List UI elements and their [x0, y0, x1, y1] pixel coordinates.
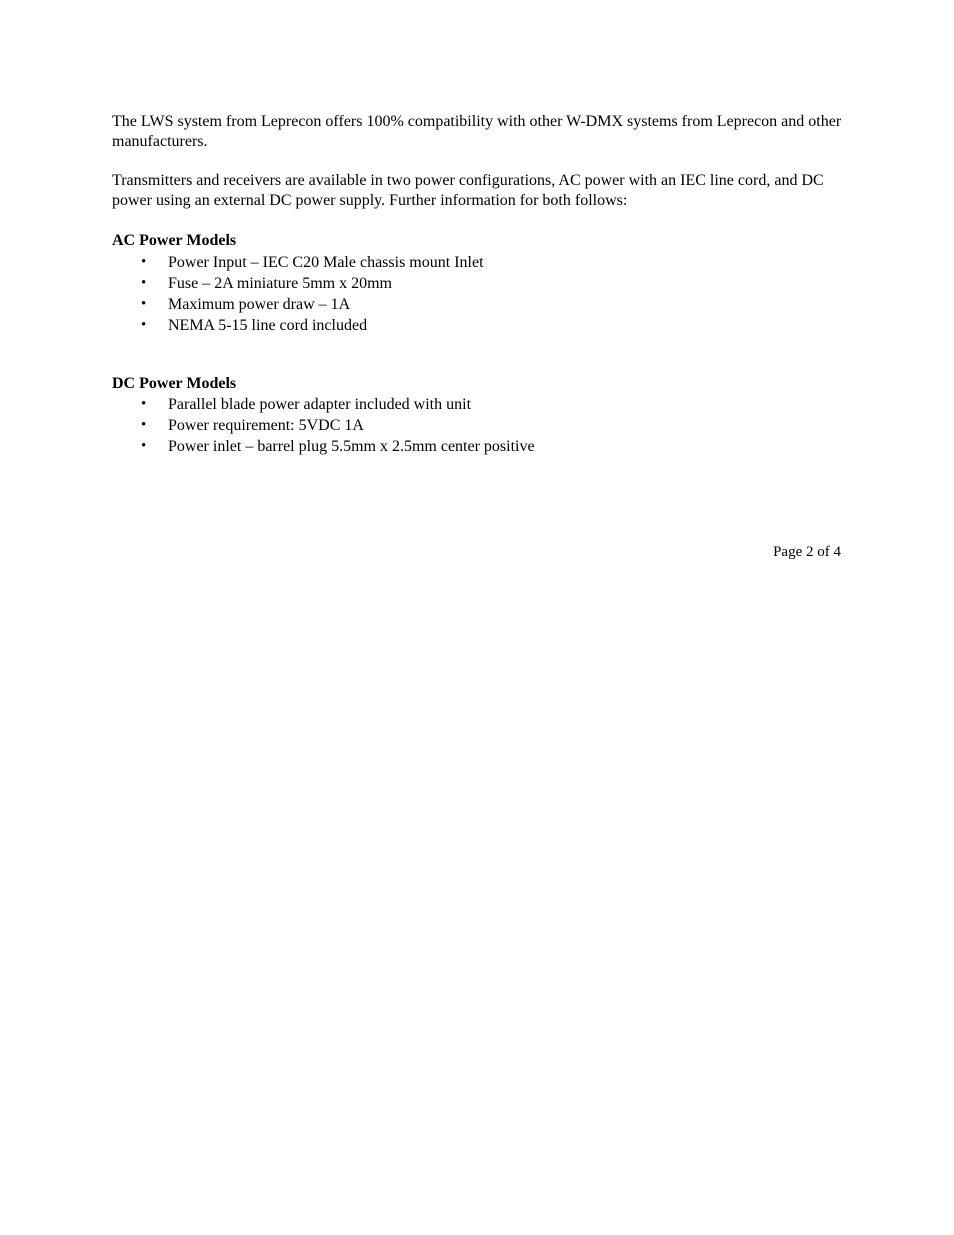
bullet-icon: • — [141, 296, 147, 312]
list-item-text: Power requirement: 5VDC 1A — [168, 417, 364, 434]
bullet-icon: • — [141, 417, 147, 433]
bullet-icon: • — [141, 275, 147, 291]
bullet-icon: • — [141, 438, 147, 454]
bullet-icon: • — [141, 317, 147, 333]
list-item-text: Fuse – 2A miniature 5mm x 20mm — [168, 275, 392, 292]
power-configurations-paragraph: Transmitters and receivers are available in two power configurations, AC power with an IEC line cord, and DC power using an external DC power supply. Further information for both follows: — [112, 172, 824, 209]
list-item-text: Power inlet – barrel plug 5.5mm x 2.5mm center positive — [168, 438, 535, 455]
bullet-icon: • — [141, 254, 147, 270]
list-item-text: Power Input – IEC C20 Male chassis mount Inlet — [168, 254, 484, 271]
list-item-text: NEMA 5-15 line cord included — [168, 317, 368, 334]
page-number: Page 2 of 4 — [773, 544, 841, 560]
list-item-text: Maximum power draw – 1A — [168, 296, 351, 313]
list-item-text: Parallel blade power adapter included with unit — [168, 396, 472, 413]
bullet-icon: • — [141, 396, 147, 412]
ac-power-models-heading: AC Power Models — [112, 232, 237, 249]
intro-paragraph: The LWS system from Leprecon offers 100% compatibility with other W-DMX systems from Leprecon and other manufacturers. — [112, 113, 842, 150]
dc-power-models-heading: DC Power Models — [112, 375, 237, 392]
